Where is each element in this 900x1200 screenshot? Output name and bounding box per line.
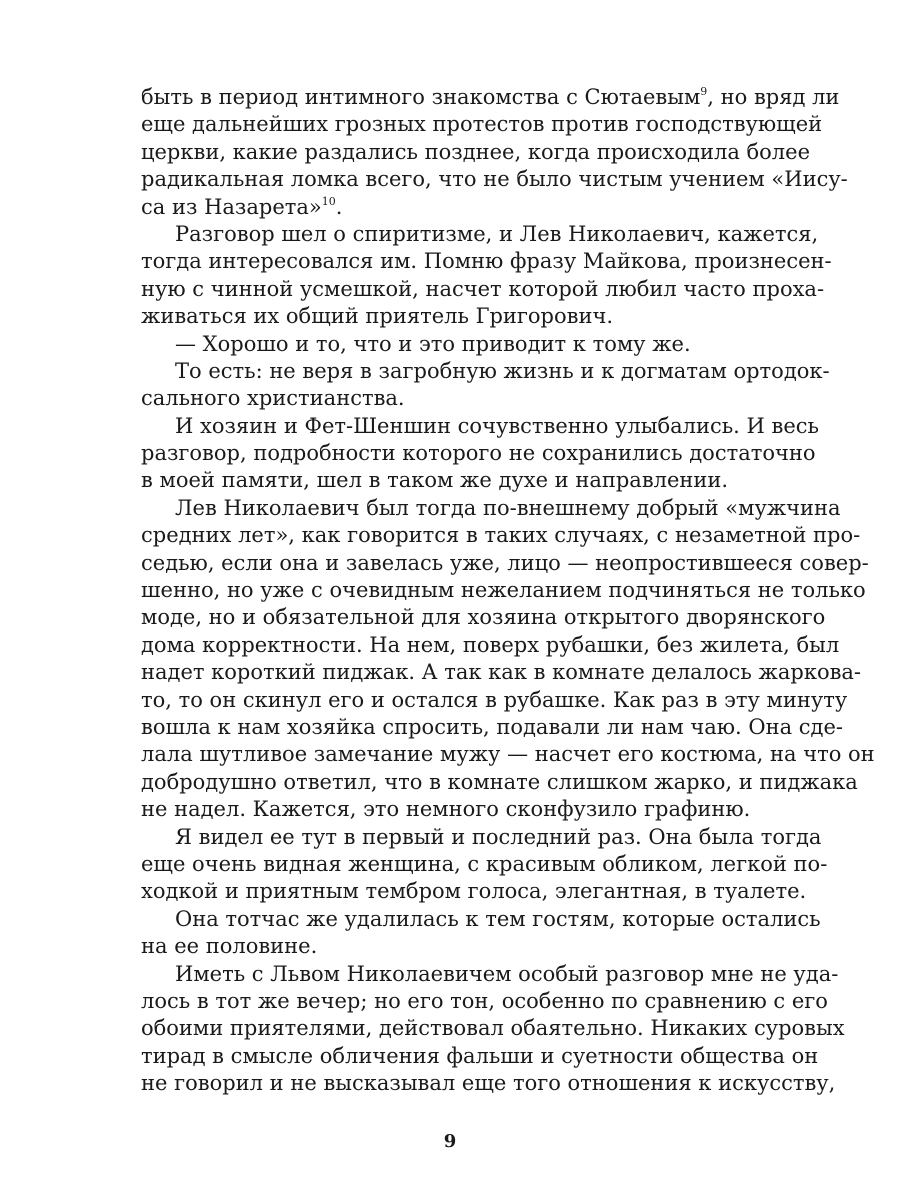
text-line: Она тотчас же удалилась к тем гостям, которые остались xyxy=(175,906,821,931)
text-line: лала шутливое замечание мужу — насчет его костюма, на что он xyxy=(141,742,875,767)
text-line: в моей памяти, шел в таком же духе и направлении. xyxy=(141,468,729,493)
text-line: моде, но и обязательной для хозяина открытого дворянского xyxy=(141,605,826,630)
text-line: Иметь с Львом Николаевичем особый разговор мне не уда- xyxy=(175,961,839,986)
text-line: разговор, подробности которого не сохранились достаточно xyxy=(141,441,816,466)
text-line: средних лет», как говорится в таких случаях, с незаметной про- xyxy=(141,523,861,548)
text-line: быть в период интимного знакомства с Сютаевым$^9$, но вряд ли xyxy=(141,85,840,109)
text-line: И хозяин и Фет-Шеншин сочувственно улыбались. И весь xyxy=(175,413,819,438)
text-line: обоими приятелями, действовал обаятельно. Никаких суровых xyxy=(141,1016,845,1041)
text-line: живаться их общий приятель Григорович. xyxy=(141,304,614,329)
text-line: шенно, но уже с очевидным нежеланием подчиняться не только xyxy=(141,578,866,603)
text-line: церкви, какие раздались позднее, когда происходила более xyxy=(141,139,811,164)
body-text xyxy=(141,84,875,1097)
text-line: не надел. Кажется, это немного сконфузило графиню. xyxy=(141,797,751,822)
text-line: радикальная ломка всего, что не было чистым учением «Иису- xyxy=(141,167,848,192)
text-line: седью, если она и завелась уже, лицо — неопростившееся совер- xyxy=(141,550,869,575)
footnote-ref-10[interactable]: 10 xyxy=(321,194,336,208)
text-line: еще очень видная женщина, с красивым обликом, легкой по- xyxy=(141,851,828,876)
footnote-ref-9[interactable]: 9 xyxy=(700,85,708,98)
text-line: ходкой и приятным тембром голоса, элегантная, в туалете. xyxy=(141,879,807,904)
text-line: лось в тот же вечер; но его тон, особенно по сравнению с его xyxy=(141,988,828,1013)
text-line: Я видел ее тут в первый и последний раз. Она была тогда xyxy=(175,824,822,849)
page-number: 9 xyxy=(443,1131,457,1152)
text-line: добродушно ответил, что в комнате слишком жарко, и пиджака xyxy=(141,769,858,794)
text-line: ную с чинной усмешкой, насчет которой любил часто проха- xyxy=(141,276,825,301)
text-line: то, то он скинул его и остался в рубашке. Как раз в эту минуту xyxy=(141,687,848,712)
text-line: — Хорошо и то, что и это приводит к тому же. xyxy=(175,331,691,356)
text-line: Разговор шел о спиритизме, и Лев Николаевич, кажется, xyxy=(175,221,819,246)
text-line: дома корректности. На нем, поверх рубашки, без жилета, был xyxy=(141,632,840,657)
text-line: на ее половине. xyxy=(141,934,318,959)
text-line: тирад в смысле обличения фальши и суетности общества он xyxy=(141,1043,819,1068)
text-line: тогда интересовался им. Помню фразу Майкова, произнесен- xyxy=(141,249,832,274)
text-line: Лев Николаевич был тогда по-внешнему добрый «мужчина xyxy=(175,495,841,520)
text-line: То есть: не веря в загробную жизнь и к догматам ортодок- xyxy=(175,358,830,383)
text-line: еще дальнейших грозных протестов против господствующей xyxy=(141,112,823,137)
text-line: вошла к нам хозяйка спросить, подавали ли нам чаю. Она сде- xyxy=(141,714,844,739)
text-line: не говорил и не высказывал еще того отношения к искусству, xyxy=(141,1071,836,1096)
text-line: надет короткий пиджак. А так как в комнате делалось жарковa- xyxy=(141,660,862,685)
text-line: сального христианства. xyxy=(141,386,405,411)
text-line: са из Назарета»$^{10}$. xyxy=(141,194,343,219)
